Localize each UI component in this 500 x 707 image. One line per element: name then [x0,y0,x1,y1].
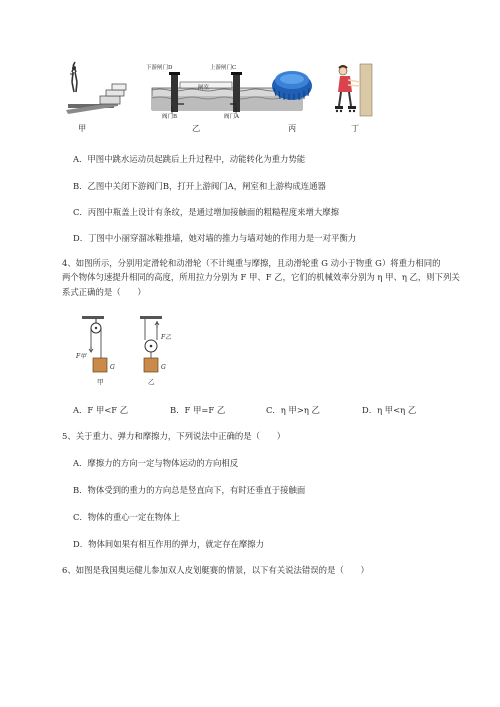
diver-illustration [66,62,126,114]
q4-stem-line-1: 4、如图所示，分别用定滑轮和动滑轮（不计绳重与摩擦，且动滑轮重 G 动小于物重 G）将重力相同的 [62,258,441,268]
label-downstream-gate: 下游闸门D [146,65,173,71]
label-g-jia: G [110,364,115,371]
q4-stem-line-3: 系式正确的是（ ） [62,287,146,297]
q4-option-c: C．η 甲>η 乙 [266,405,320,415]
caption-ding: 丁 [351,123,360,133]
q3-option-d: D．丁图中小丽穿溜冰鞋推墙，她对墙的推力与墙对她的作用力是一对平衡力 [73,233,357,243]
q5-stem: 5、关于重力、弹力和摩擦力，下列说法中正确的是（ ） [62,431,286,441]
label-g-yi: G [161,364,166,371]
pulley-caption-yi: 乙 [148,378,155,386]
label-lock-chamber: 闸室 [198,85,210,91]
label-f-yi: F乙 [161,334,172,341]
q6-stem: 6、如图是我国奥运健儿参加双人皮划艇赛的情景，以下有关说法错误的是（ ） [62,565,369,575]
q4-option-d: D．η 甲<η 乙 [362,405,417,415]
q3-option-b: B．乙图中关闭下游阀门B，打开上游阀门A，闸室和上游构成连通器 [73,181,326,191]
caption-jia: 甲 [78,123,87,133]
q5-option-d: D．物体间如果有相互作用的弹力，就定存在摩擦力 [73,539,264,549]
label-f-jia: F甲 [76,353,87,360]
caption-yi: 乙 [192,123,201,133]
q3-option-c: C．丙图中瓶盖上设计有条纹，是通过增加接触面的粗糙程度来增大摩擦 [73,207,340,217]
pulley-caption-jia: 甲 [97,378,104,386]
label-valve-a: 阀门A [224,114,239,120]
q4-stem-line-2: 两个物体匀速提升相同的高度，所用拉力分别为 F 甲、F 乙，它们的机械效率分别为 η 甲、η 乙，则下列关 [62,272,460,282]
girl-pushing-wall-illustration [335,64,372,116]
pulley-diagram [78,316,178,386]
q5-option-b: B．物体受到的重力的方向总是竖直向下，有时还垂直于接触面 [73,485,306,495]
q4-option-b: B．F 甲=F 乙 [170,405,226,415]
bottle-cap-illustration [272,71,312,100]
q3-option-a: A．甲图中跳水运动员起跳后上升过程中，动能转化为重力势能 [73,154,306,164]
q4-option-a: A．F 甲<F 乙 [73,405,129,415]
label-valve-b: 阀门B [162,114,178,120]
label-upstream-gate: 上游闸门C [210,65,237,71]
q5-option-a: A．摩擦力的方向一定与物体运动的方向相反 [73,458,239,468]
caption-bing: 丙 [288,123,297,133]
q5-option-c: C．物体的重心一定在物体上 [73,512,180,522]
